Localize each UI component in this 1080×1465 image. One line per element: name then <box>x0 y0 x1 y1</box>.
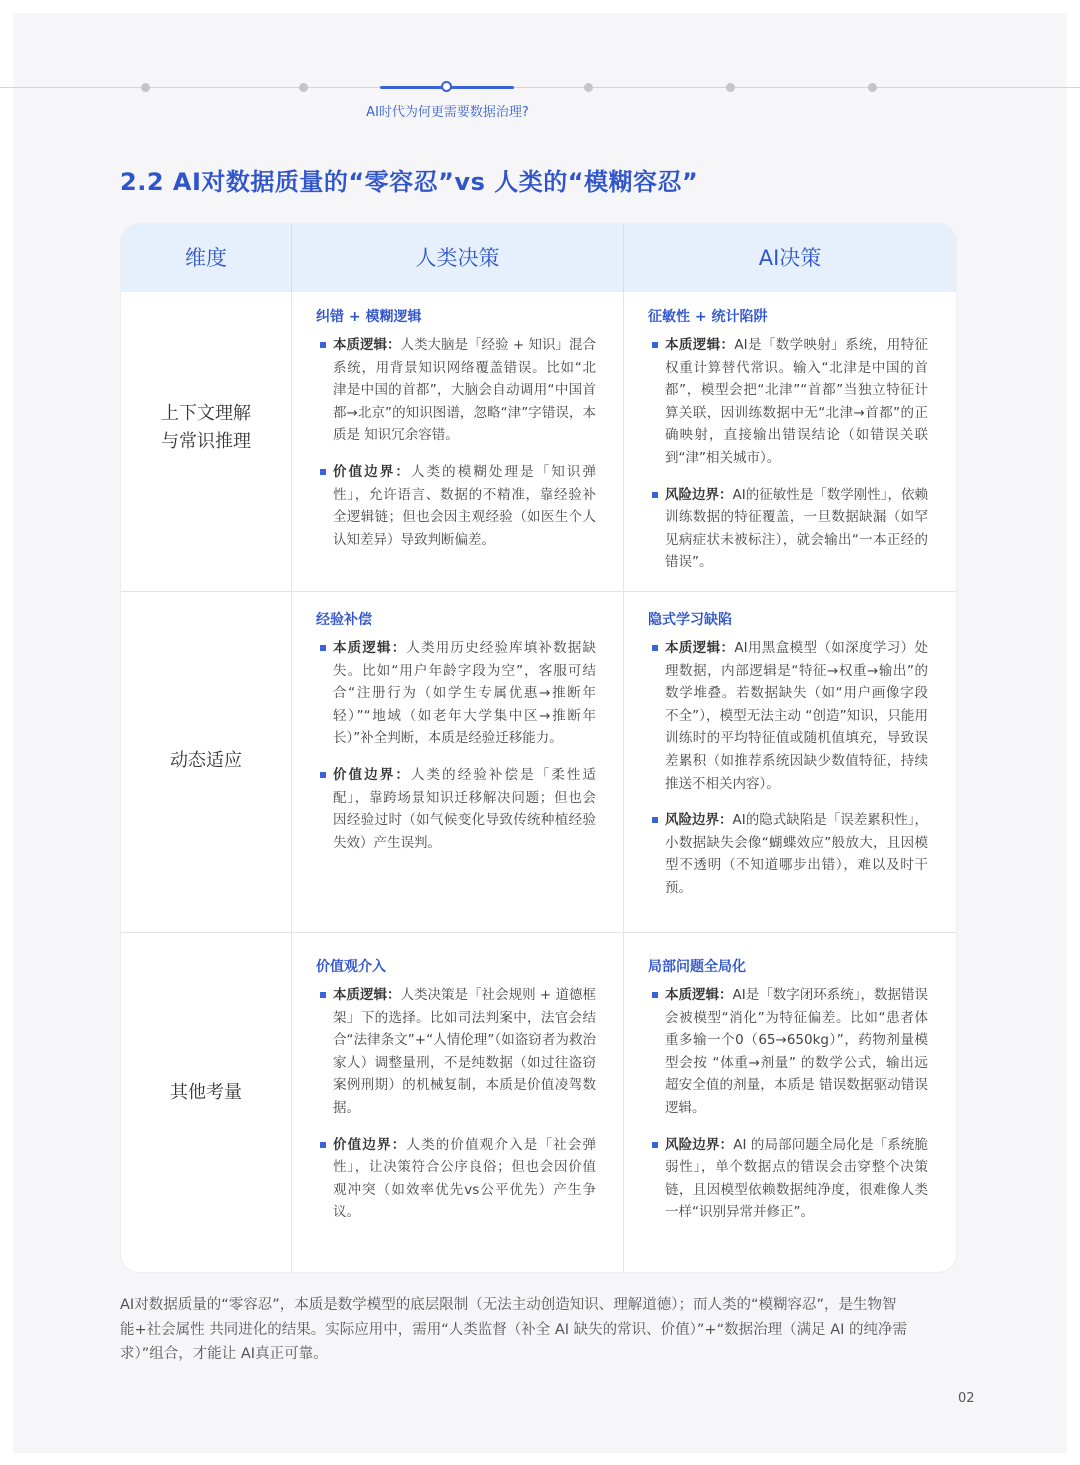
bullet-item: 本质逻辑：AI用黑盒模型（如深度学习）处理数据，内部逻辑是“特征→权重→输出”的数学堆叠。若数据缺失（如“用户画像字段不全”），模型无法主动 “创造”知识，只能用训练时的平均特征值或随机值填充，导致误差累积（如推荐系统因缺少数值特征，持续推送不相关内容）。 <box>648 637 928 795</box>
section-title: 2.2 AI对数据质量的“零容忍”vs 人类的“模糊容忍” <box>120 168 699 196</box>
row-divider <box>121 932 956 933</box>
bullet-item: 价值边界：人类的价值观介入是「社会弹性」，让决策符合公序良俗；但也会因价值观冲突（如效率优先vs公平优先）产生争议。 <box>316 1134 596 1224</box>
bullet-item: 本质逻辑：人类决策是「社会规则 + 道德框架」下的选择。比如司法判案中，法官会结合“法律条文”+“人情伦理”（如盗窃者为救治家人）调整量刑，不是纯数据（如过往盗窃案例刑期）的机械复制，本质是价值凌驾数据。 <box>316 984 596 1120</box>
summary-paragraph: AI对数据质量的“零容忍”，本质是数学模型的底层限制（无法主动创造知识、理解道德）；而人类的“模糊容忍”，是生物智能+社会属性 共同进化的结果。实际应用中，需用“人类监督（补全 AI 缺失的常识、价值）”+“数据治理（满足 AI 的纯净需求）”组合，才能让 AI真正可靠。 <box>120 1297 908 1362</box>
bullet-item: 价值边界：人类的经验补偿是「柔性适配」，靠跨场景知识迁移解决问题；但也会因经验过时（如气候变化导致传统种植经验失效）产生误判。 <box>316 764 596 854</box>
ai-cell <box>648 956 928 1238</box>
bullet-item: 价值边界：人类的模糊处理是「知识弹性」，允许语言、数据的不精准，靠经验补全逻辑链；但也会因主观经验（如医生个人认知差异）导致判断偏差。 <box>316 461 596 551</box>
bullet-item: 风险边界：AI的征敏性是「数学刚性」，依赖训练数据的特征覆盖，一旦数据缺漏（如罕见病症状未被标注），就会输出“一本正经的错误”。 <box>648 484 928 574</box>
divider-dot <box>726 83 735 92</box>
header-divider <box>623 224 624 292</box>
human-cell <box>316 609 596 868</box>
ai-cell <box>648 609 928 914</box>
header-human: 人类决策 <box>415 246 500 270</box>
divider-dot <box>868 83 877 92</box>
bullet-item: 风险边界：AI 的局部问题全局化是「系统脆弱性」，单个数据点的错误会击穿整个决策链，且因模型依赖数据纯净度，很难像人类一样“识别异常并修正”。 <box>648 1134 928 1224</box>
header-divider <box>291 224 292 292</box>
divider-dot <box>141 83 150 92</box>
comparison-table <box>121 224 956 1272</box>
cell-title: 经验补偿 <box>316 612 372 628</box>
ai-cell <box>648 306 928 588</box>
bullet-item: 风险边界：AI的隐式缺陷是「误差累积性」，小数据缺失会像“蝴蝶效应”般放大，且因模型不透明（不知道哪步出错），难以及时干预。 <box>648 809 928 899</box>
cell-title: 征敏性 + 统计陷阱 <box>648 309 768 325</box>
header-dimension: 维度 <box>185 246 227 270</box>
human-cell <box>316 306 596 565</box>
cell-title: 隐式学习缺陷 <box>648 612 732 628</box>
row-dimension: 动态适应 <box>170 750 242 771</box>
header-ai: AI决策 <box>758 246 822 270</box>
column-divider <box>291 224 292 1272</box>
bullet-item: 本质逻辑：AI是「数字闭环系统」，数据错误会被模型“消化”为特征偏差。比如“患者体重多输一个0（65→650kg）”，药物剂量模型会按 “体重→剂量” 的数学公式，输出远超安全值的剂量，本质是 错误数据驱动错误逻辑。 <box>648 984 928 1120</box>
row-divider <box>121 591 956 592</box>
bullet-item: 本质逻辑：AI是「数学映射」系统，用特征权重计算替代常识。输入“北津是中国的首都”，模型会把“北津”“首都”当独立特征计算关联，因训练数据中无“北津→首都”的正确映射，直接输出错误结论（如错误关联到“津”相关城市）。 <box>648 334 928 470</box>
cell-title: 局部问题全局化 <box>648 959 746 975</box>
divider-dot <box>299 83 308 92</box>
page-number: 02 <box>958 1391 975 1406</box>
column-divider <box>623 224 624 1272</box>
divider-dot-active <box>441 81 452 92</box>
top-divider <box>0 87 1080 88</box>
bullet-item: 本质逻辑：人类大脑是「经验 + 知识」混合系统，用背景知识网络覆盖错误。比如“北津是中国的首都”，大脑会自动调用“中国首都→北京”的知识图谱，忽略“津”字错误，本质是 知识冗余容错。 <box>316 334 596 447</box>
human-cell <box>316 956 596 1238</box>
running-header: AI时代为何更需要数据治理? <box>366 105 529 120</box>
bullet-item: 本质逻辑：人类用历史经验库填补数据缺失。比如“用户年龄字段为空”，客服可结合“注册行为（如学生专属优惠→推断年轻）”“地域（如老年大学集中区→推断年长）”补全判断，本质是经验迁移能力。 <box>316 637 596 750</box>
divider-dot <box>584 83 593 92</box>
cell-title: 价值观介入 <box>316 959 386 975</box>
row-dimension: 上下文理解 与常识推理 <box>161 403 251 452</box>
row-dimension: 其他考量 <box>170 1082 242 1103</box>
cell-title: 纠错 + 模糊逻辑 <box>316 309 422 325</box>
